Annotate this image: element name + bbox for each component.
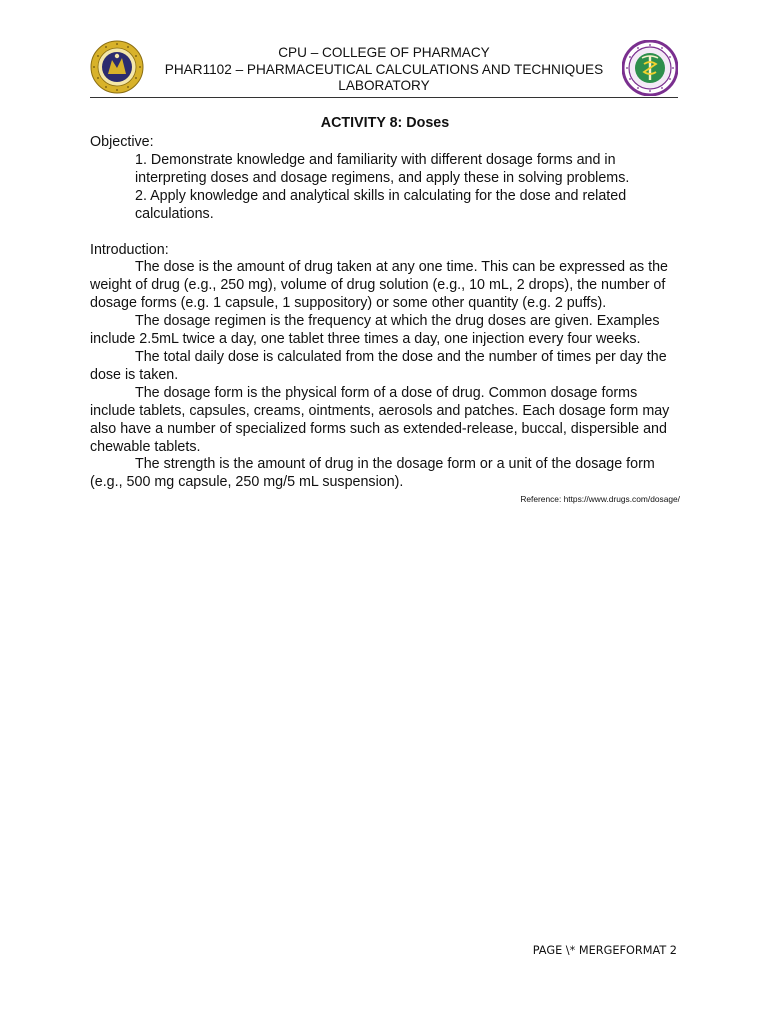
cpu-seal-icon	[90, 40, 144, 94]
intro-paragraph: The total daily dose is calculated from the dose and the number of times per day the dose is taken.	[90, 348, 667, 383]
page-footer: PAGE \* MERGEFORMAT 2	[532, 944, 677, 957]
intro-paragraph: The strength is the amount of drug in the dosage form or a unit of the dosage form (e.g., 500 mg capsule, 250 mg/5 mL suspension).	[90, 456, 655, 491]
section-spacer	[90, 224, 680, 242]
document-body	[90, 115, 680, 506]
reference-note: Reference: https://www.drugs.com/dosage/	[520, 494, 680, 505]
header-institution: CPU – COLLEGE OF PHARMACY	[278, 45, 490, 60]
objective-label: Objective:	[90, 134, 154, 150]
page-header	[90, 40, 678, 98]
objective-item: 2. Apply knowledge and analytical skills in calculating for the dose and related calculations.	[135, 187, 627, 222]
college-of-pharmacy-seal-icon	[622, 40, 678, 96]
header-course: PHAR1102 – PHARMACEUTICAL CALCULATIONS AND TECHNIQUES	[164, 61, 604, 77]
header-course-cont: LABORATORY	[338, 78, 430, 93]
intro-paragraph: The dosage form is the physical form of a dose of drug. Common dosage forms include tablets, capsules, creams, ointments, aerosols and patches. Each dosage form may also have a number of specialized forms such as extended-release, buccal, dispersible and chewable tablets.	[90, 384, 670, 455]
header-divider	[90, 97, 678, 98]
intro-paragraph: The dosage regimen is the frequency at which the drug doses are given. Examples include 2.5mL twice a day, one tablet three times a day, one injection every four weeks.	[90, 313, 660, 348]
header-title-block	[150, 45, 618, 95]
activity-title: ACTIVITY 8: Doses	[320, 115, 450, 131]
intro-paragraph: The dose is the amount of drug taken at any one time. This can be expressed as the weight of drug (e.g., 250 mg), volume of drug solution (e.g., 10 mL, 2 drops), the number of dosage forms (e.g. 1 capsule, 1 suppository) or some other quantity (e.g. 2 puffs).	[90, 259, 669, 312]
introduction-label: Introduction:	[90, 241, 169, 258]
objective-item: 1. Demonstrate knowledge and familiarity with different dosage forms and in interpreting doses and dosage regimens, and apply these in solving problems.	[135, 151, 630, 186]
